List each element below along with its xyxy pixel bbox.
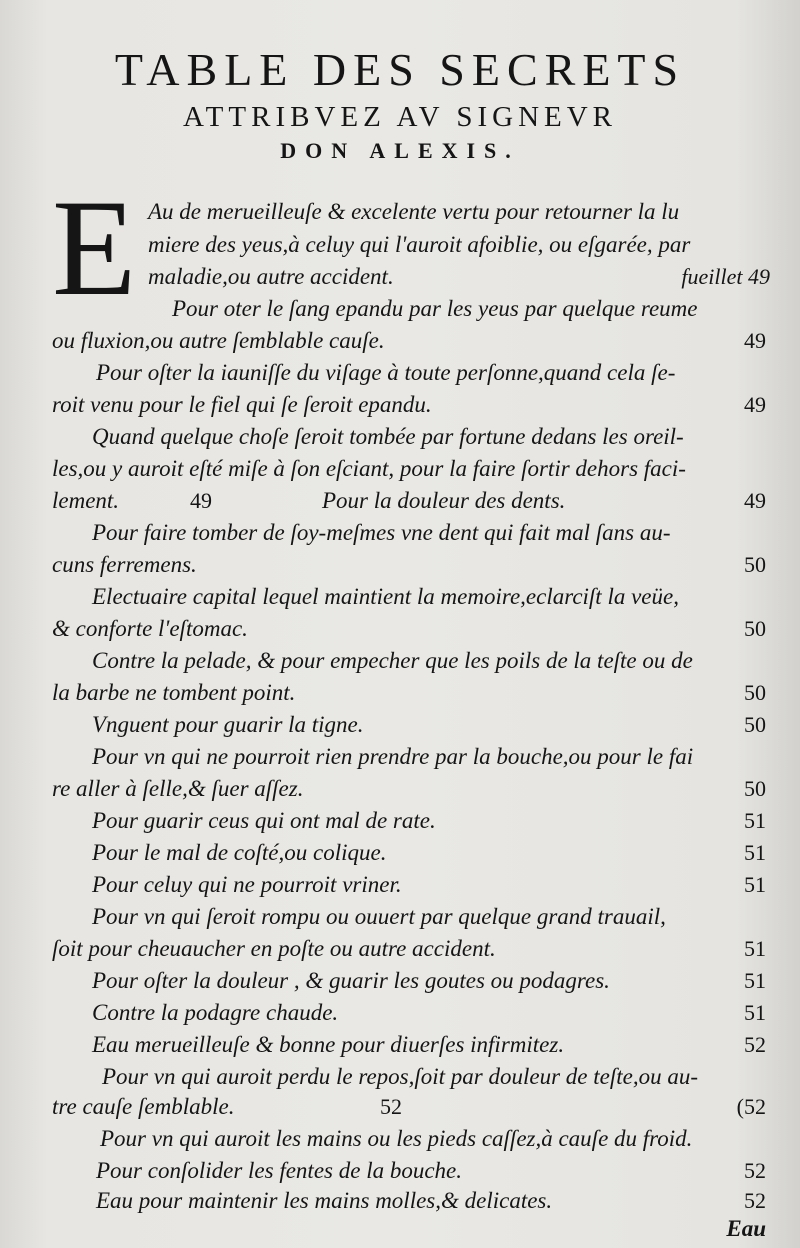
catchword: Eau bbox=[726, 1216, 766, 1241]
page-reference: 49 bbox=[744, 392, 766, 417]
entry-line: lement. bbox=[52, 488, 120, 513]
entry-line: Pour vn qui ſeroit rompu ou ouuert par quelque grand trauail, bbox=[92, 904, 666, 929]
entry-line: Eau pour maintenir les mains molles,& delicates. bbox=[96, 1188, 553, 1213]
entry-line: Quand quelque choſe ſeroit tombée par fortune dedans les oreil- bbox=[92, 424, 684, 449]
entry-line: Contre la pelade, & pour empecher que les poils de la teſte ou de bbox=[92, 648, 693, 673]
entry-line: & conforte l'eſtomac. bbox=[52, 616, 248, 641]
entry-line: Contre la podagre chaude. bbox=[92, 1000, 339, 1025]
entry-line: les,ou y auroit eſté miſe à ſon eſciant, pour la faire ſortir dehors faci- bbox=[52, 456, 686, 481]
entry-line: Pour vn qui auroit les mains ou les pieds caſſez,à cauſe du froid. bbox=[100, 1126, 693, 1151]
page-reference: fueillet 49 bbox=[681, 264, 770, 289]
entry-line: Pour faire tomber de ſoy-meſmes vne dent qui fait mal ſans au- bbox=[92, 520, 671, 545]
entry-line: Pour le mal de coſté,ou colique. bbox=[92, 840, 387, 865]
page-reference: 49 bbox=[744, 328, 766, 353]
entry-line: Pour celuy qui ne pourroit vriner. bbox=[92, 872, 402, 897]
entry-line: Pour oſter la douleur , & guarir les goutes ou podagres. bbox=[92, 968, 610, 993]
entry-line: ſoit pour cheuaucher en poſte ou autre accident. bbox=[52, 936, 496, 961]
page-subtitle: ATTRIBVEZ AV SIGNEVR bbox=[182, 101, 618, 133]
page-reference: 50 bbox=[744, 712, 766, 737]
page-reference: 51 bbox=[744, 872, 766, 897]
entry-line: Pour vn qui ne pourroit rien prendre par la bouche,ou pour le fai bbox=[92, 744, 694, 769]
page-title: TABLE DES SECRETS bbox=[114, 44, 686, 95]
page-reference: 50 bbox=[744, 776, 766, 801]
entry-line: Pour oſter la iauniſſe du viſage à toute perſonne,quand cela ſe- bbox=[96, 360, 676, 385]
entry-line: la barbe ne tombent point. bbox=[52, 680, 296, 705]
page-reference: 51 bbox=[744, 968, 766, 993]
entry-line: ou fluxion,ou autre ſemblable cauſe. bbox=[52, 328, 385, 353]
entry-line: Eau merueilleuſe & bonne pour diuerſes infirmitez. bbox=[92, 1032, 565, 1057]
entry-line: Pour vn qui auroit perdu le repos,ſoit par douleur de teſte,ou au- bbox=[102, 1064, 699, 1089]
entry-line: re aller à ſelle,& ſuer aſſez. bbox=[52, 776, 304, 801]
page-reference: 52 bbox=[380, 1094, 402, 1119]
page-reference: 52 bbox=[744, 1158, 766, 1183]
page-reference: 52 bbox=[744, 1188, 766, 1213]
page-reference: 51 bbox=[744, 808, 766, 833]
entry-line: roit venu pour le fiel qui ſe ſeroit epandu. bbox=[52, 392, 432, 417]
page-reference: 50 bbox=[744, 616, 766, 641]
entry-line: miere des yeus,à celuy qui l'auroit afoiblie, ou eſgarée, par bbox=[148, 232, 691, 257]
entry-line: Pour guarir ceus qui ont mal de rate. bbox=[92, 808, 436, 833]
entry-line: Au de merueilleuſe & excelente vertu pour retourner la lu bbox=[148, 199, 680, 224]
entry-line: maladie,ou autre accident. bbox=[148, 264, 394, 289]
entry-line: Pour conſolider les fentes de la bouche. bbox=[96, 1158, 463, 1183]
page-reference: 51 bbox=[744, 936, 766, 961]
entry-line: Electuaire capital lequel maintient la memoire,eclarciſt la veüe, bbox=[92, 584, 679, 609]
page-reference: 50 bbox=[744, 680, 766, 705]
page-reference: 50 bbox=[744, 552, 766, 577]
page-reference: 49 bbox=[744, 488, 766, 513]
page-reference: 51 bbox=[744, 840, 766, 865]
page-reference: 49 bbox=[190, 488, 212, 513]
page-reference: 52 bbox=[744, 1032, 766, 1057]
entry-line: tre cauſe ſemblable. bbox=[52, 1094, 235, 1119]
page-reference: 51 bbox=[744, 1000, 766, 1025]
author-line: DON ALEXIS. bbox=[280, 138, 520, 163]
entry-line: cuns ferremens. bbox=[52, 552, 197, 577]
page-reference: (52 bbox=[736, 1094, 766, 1119]
entry-line: Vnguent pour guarir la tigne. bbox=[92, 712, 364, 737]
entry-line: Pour oter le ſang epandu par les yeus par quelque reume bbox=[172, 296, 698, 321]
entry-line: Pour la douleur des dents. bbox=[322, 488, 566, 513]
drop-cap-initial: E bbox=[52, 171, 137, 324]
